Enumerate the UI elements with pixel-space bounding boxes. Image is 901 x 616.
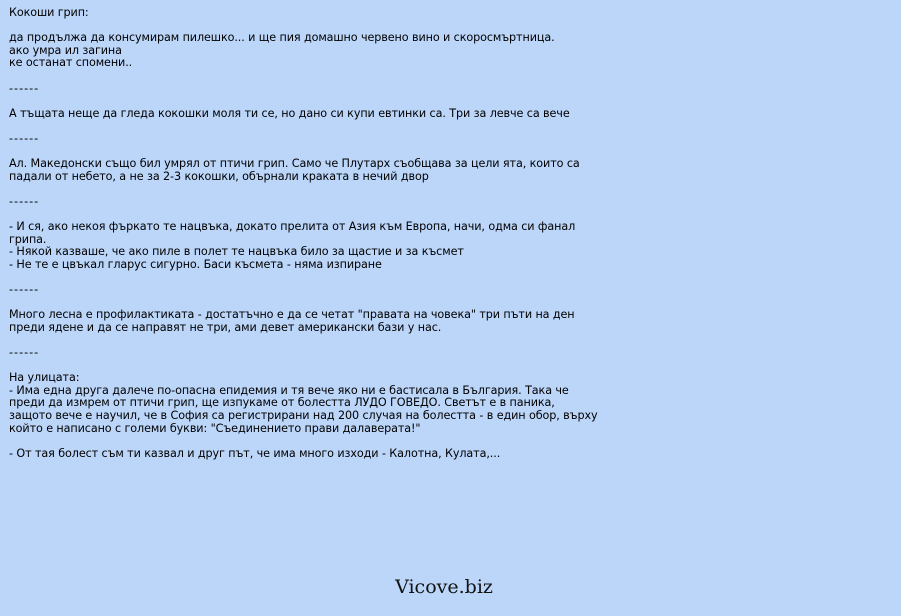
- joke-line: да продължа да консумирам пилешко... и ще пия домашно червено вино и скоросмъртница.: [9, 31, 555, 45]
- joke-line: - И ся, ако некоя фъркато те нацвъка, докато прелита от Азия към Европа, начи, одма си фанал грипа.: [9, 220, 576, 246]
- joke-1: [9, 32, 599, 70]
- joke-line: А тъщата неще да гледа кокошки моля ти се, но дано си купи евтинки са. Три за левче са вече: [9, 106, 570, 120]
- joke-5: [9, 309, 599, 334]
- joke-line: Ал. Македонски също бил умрял от птичи грип. Само че Плутарх съобщава за цели ята, които са падали от небето, а не за 2-3 кокошки, обърнали краката в нечий двор: [9, 157, 580, 183]
- separator: ------: [9, 346, 40, 360]
- joke-line: - От тая болест съм ти казвал и друг път, че има много изходи - Калотна, Кулата,...: [9, 446, 501, 460]
- page-title: Кокоши грип:: [9, 6, 89, 19]
- joke-line: - Не те е цвъкал гларус сигурно. Баси късмета - няма изпиране: [9, 257, 382, 271]
- title-block: [9, 7, 599, 20]
- joke-line: ке останат спомени..: [9, 56, 133, 70]
- joke-line: Много лесна е профилактиката - достатъчно е да се четат "правата на човека" три пъти на ден преди ядене и да се направят не три, ами девет американски бази у нас.: [9, 308, 575, 334]
- joke-line: ако умра ил загина: [9, 43, 122, 57]
- separator: ------: [9, 81, 40, 95]
- site-watermark: Vicove.biz: [395, 576, 493, 598]
- joke-6: [9, 372, 599, 435]
- joke-line: - Има една друга далече по-опасна епидемия и тя вече яко ни е бастисала в България. Така че преди да измрем от птичи грип, ще изпукаме от болестта ЛУДО ГОВЕДО. Светът е в паника, защото вече е научил, че в София са регистрирани над 200 случая на болестта - в един обор, върху който е написано с големи букви: "Съединението прави далаверата!": [9, 383, 598, 435]
- joke-3: [9, 158, 599, 183]
- separator: ------: [9, 131, 40, 145]
- separator: ------: [9, 283, 40, 297]
- joke-content: [9, 7, 599, 473]
- joke-6-followup: [9, 448, 599, 461]
- joke-line: На улицата:: [9, 371, 80, 385]
- joke-2: [9, 108, 599, 121]
- joke-4: [9, 221, 599, 271]
- joke-line: - Някой казваше, че ако пиле в полет те нацвъка било за щастие и за късмет: [9, 245, 464, 259]
- separator: ------: [9, 194, 40, 208]
